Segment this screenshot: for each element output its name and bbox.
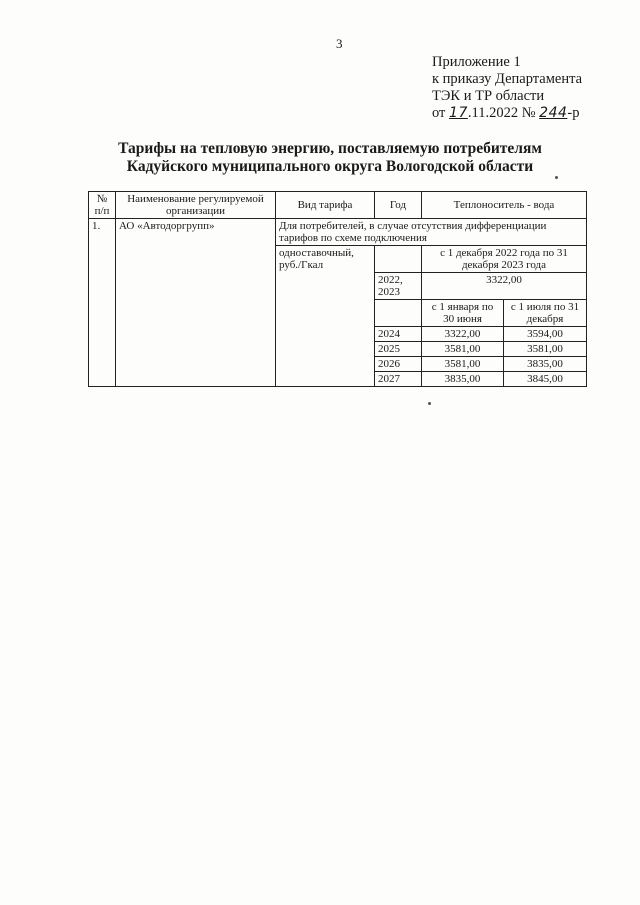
- scan-speck: [555, 176, 558, 179]
- value-h1: 3581,00: [422, 357, 504, 372]
- scan-speck: [428, 402, 431, 405]
- value-h1: 3581,00: [422, 342, 504, 357]
- row-number: 1.: [89, 219, 116, 387]
- header-year: Год: [375, 192, 422, 219]
- year-2022-2023: 2022, 2023: [375, 273, 422, 300]
- header-num: № п/п: [89, 192, 116, 219]
- value-h1: 3322,00: [422, 327, 504, 342]
- year-cell: 2025: [375, 342, 422, 357]
- page-number: 3: [336, 36, 343, 51]
- table-header-row: [89, 192, 587, 219]
- value-h2: 3845,00: [504, 372, 587, 387]
- appendix-line-2: к приказу Департамента: [432, 71, 583, 87]
- appendix-date: .11.2022 №: [467, 105, 536, 121]
- value-h2: 3594,00: [504, 327, 587, 342]
- handwritten-number: 244: [539, 105, 568, 121]
- appendix-line-4: [432, 105, 582, 122]
- half-year-1-header: с 1 января по 30 июня: [422, 300, 504, 327]
- appendix-line-1: Приложение 1: [432, 54, 521, 70]
- header-kind: Вид тарифа: [276, 192, 375, 219]
- period-2022-2023: с 1 декабря 2022 года по 31 декабря 2023 года: [422, 246, 587, 273]
- header-carrier: Теплоноситель - вода: [422, 192, 587, 219]
- year-cell: 2024: [375, 327, 422, 342]
- table-row: [89, 219, 587, 246]
- tariff-table: [88, 191, 587, 387]
- consumer-note: Для потребителей, в случае отсутствия дифференциации тарифов по схеме подключения: [276, 219, 587, 246]
- document-title: [60, 140, 600, 176]
- tariff-type: одноставочный, руб./Гкал: [276, 246, 375, 387]
- title-line-1: Тарифы на тепловую энергию, поставляемую потребителям: [118, 140, 542, 157]
- year-cell: 2026: [375, 357, 422, 372]
- header-org: Наименование регулируемой организации: [116, 192, 276, 219]
- half-year-2-header: с 1 июля по 31 декабря: [504, 300, 587, 327]
- value-2022-2023: 3322,00: [422, 273, 587, 300]
- title-line-2: Кадуйского муниципального округа Вологодской области: [126, 158, 534, 175]
- value-h2: 3835,00: [504, 357, 587, 372]
- appendix-from-label: от: [432, 105, 446, 121]
- year-cell: 2027: [375, 372, 422, 387]
- value-h2: 3581,00: [504, 342, 587, 357]
- appendix-line-3: ТЭК и ТР области: [432, 88, 545, 104]
- appendix-suffix: -р: [567, 105, 580, 121]
- value-h1: 3835,00: [422, 372, 504, 387]
- handwritten-day: 17: [449, 105, 468, 121]
- appendix-block: [432, 54, 582, 122]
- org-name: АО «Автодоргрупп»: [116, 219, 276, 387]
